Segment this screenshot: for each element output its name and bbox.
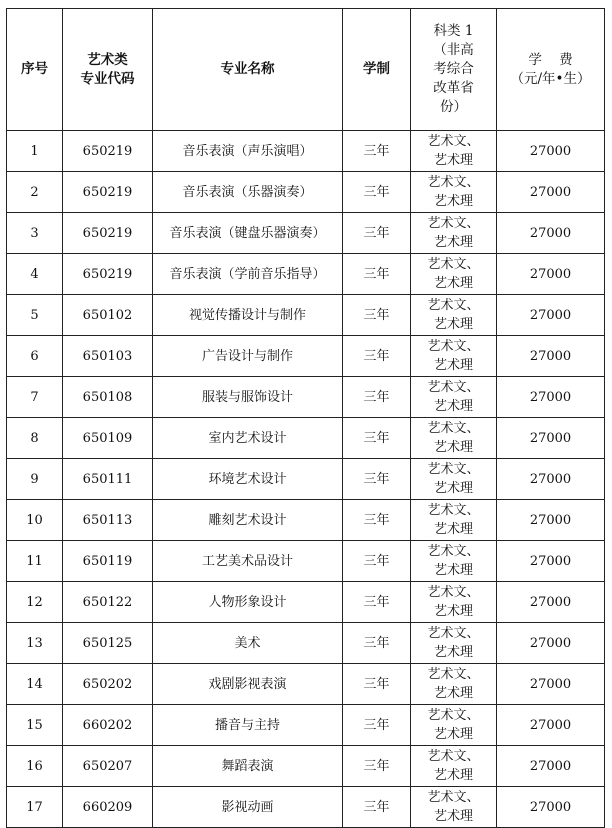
fee-cell: 27000 (497, 418, 605, 459)
fee-cell: 27000 (497, 582, 605, 623)
major-name-cell: 工艺美术品设计 (153, 541, 343, 582)
seq-cell: 8 (7, 418, 63, 459)
duration-cell: 三年 (343, 500, 411, 541)
seq-cell: 13 (7, 623, 63, 664)
major-code-cell: 650202 (63, 664, 153, 705)
fee-cell: 27000 (497, 623, 605, 664)
seq-cell: 10 (7, 500, 63, 541)
subject-line: 艺术文、 (427, 708, 480, 723)
header-fee (497, 9, 605, 131)
duration-cell: 三年 (343, 172, 411, 213)
major-name-cell: 人物形象设计 (153, 582, 343, 623)
subject-cell (411, 664, 497, 705)
header-subject-line: 考综合 (433, 61, 474, 77)
subject-line: 艺术理 (433, 481, 473, 496)
table-row (7, 459, 605, 500)
subject-line: 艺术理 (433, 686, 473, 701)
subject-line: 艺术文、 (427, 175, 480, 190)
fee-cell: 27000 (497, 213, 605, 254)
fee-cell: 27000 (497, 172, 605, 213)
header-subject-line: 份） (440, 99, 467, 115)
seq-cell: 7 (7, 377, 63, 418)
subject-cell (411, 295, 497, 336)
subject-line: 艺术理 (433, 399, 473, 414)
duration-cell: 三年 (343, 295, 411, 336)
seq-cell: 3 (7, 213, 63, 254)
table-row (7, 582, 605, 623)
subject-cell (411, 623, 497, 664)
fee-cell: 27000 (497, 664, 605, 705)
major-name-cell: 环境艺术设计 (153, 459, 343, 500)
fee-cell: 27000 (497, 377, 605, 418)
subject-line: 艺术文、 (427, 585, 480, 600)
subject-line: 艺术理 (433, 235, 473, 250)
major-code-cell: 650219 (63, 131, 153, 172)
fee-cell: 27000 (497, 500, 605, 541)
subject-cell (411, 418, 497, 459)
major-name-cell: 服装与服饰设计 (153, 377, 343, 418)
fee-cell: 27000 (497, 746, 605, 787)
subject-line: 艺术文、 (427, 380, 480, 395)
fee-cell: 27000 (497, 131, 605, 172)
subject-cell (411, 787, 497, 828)
major-code-cell: 650122 (63, 582, 153, 623)
major-name-cell: 影视动画 (153, 787, 343, 828)
major-code-cell: 660202 (63, 705, 153, 746)
seq-cell: 9 (7, 459, 63, 500)
fee-cell: 27000 (497, 336, 605, 377)
duration-cell: 三年 (343, 336, 411, 377)
seq-cell: 2 (7, 172, 63, 213)
header-subject-line: 科类 1 (433, 23, 474, 39)
duration-cell: 三年 (343, 582, 411, 623)
table-row (7, 131, 605, 172)
subject-line: 艺术理 (433, 276, 473, 291)
seq-cell: 6 (7, 336, 63, 377)
majors-table-container (6, 8, 605, 828)
major-name-cell: 音乐表演（乐器演奏） (153, 172, 343, 213)
major-code-cell: 650102 (63, 295, 153, 336)
duration-cell: 三年 (343, 705, 411, 746)
header-code-line2: 专业代码 (80, 70, 135, 87)
header-fee-line2: （元/年•生） (510, 70, 591, 87)
major-name-cell: 舞蹈表演 (153, 746, 343, 787)
header-code-line1: 艺术类 (87, 51, 128, 68)
major-code-cell: 650219 (63, 172, 153, 213)
duration-cell: 三年 (343, 746, 411, 787)
header-name: 专业名称 (153, 9, 343, 131)
major-name-cell: 雕刻艺术设计 (153, 500, 343, 541)
major-code-cell: 650207 (63, 746, 153, 787)
subject-line: 艺术文、 (427, 257, 480, 272)
duration-cell: 三年 (343, 213, 411, 254)
subject-cell (411, 500, 497, 541)
subject-cell (411, 541, 497, 582)
major-name-cell: 广告设计与制作 (153, 336, 343, 377)
table-row (7, 746, 605, 787)
duration-cell: 三年 (343, 131, 411, 172)
major-code-cell: 650219 (63, 254, 153, 295)
subject-cell (411, 705, 497, 746)
header-code (63, 9, 153, 131)
table-row (7, 623, 605, 664)
seq-cell: 15 (7, 705, 63, 746)
header-subject-line: （非高 (433, 42, 474, 58)
header-subject-line: 改革省 (433, 80, 474, 96)
subject-line: 艺术理 (433, 768, 473, 783)
duration-cell: 三年 (343, 459, 411, 500)
table-header (7, 9, 605, 131)
duration-cell: 三年 (343, 623, 411, 664)
fee-cell: 27000 (497, 295, 605, 336)
subject-line: 艺术理 (433, 358, 473, 373)
subject-line: 艺术理 (433, 522, 473, 537)
major-code-cell: 650103 (63, 336, 153, 377)
table-row (7, 377, 605, 418)
header-fee-line1: 学 费 (528, 51, 573, 68)
seq-cell: 12 (7, 582, 63, 623)
subject-line: 艺术文、 (427, 667, 480, 682)
seq-cell: 1 (7, 131, 63, 172)
table-row (7, 254, 605, 295)
table-row (7, 787, 605, 828)
fee-cell: 27000 (497, 705, 605, 746)
seq-cell: 5 (7, 295, 63, 336)
subject-line: 艺术文、 (427, 790, 480, 805)
table-row (7, 705, 605, 746)
major-code-cell: 650219 (63, 213, 153, 254)
table-row (7, 541, 605, 582)
subject-line: 艺术文、 (427, 626, 480, 641)
duration-cell: 三年 (343, 787, 411, 828)
subject-cell (411, 336, 497, 377)
duration-cell: 三年 (343, 541, 411, 582)
header-duration: 学制 (343, 9, 411, 131)
major-name-cell: 音乐表演（学前音乐指导） (153, 254, 343, 295)
fee-cell: 27000 (497, 254, 605, 295)
seq-cell: 17 (7, 787, 63, 828)
subject-line: 艺术理 (433, 153, 473, 168)
fee-cell: 27000 (497, 459, 605, 500)
duration-cell: 三年 (343, 377, 411, 418)
major-code-cell: 650111 (63, 459, 153, 500)
major-code-cell: 650125 (63, 623, 153, 664)
duration-cell: 三年 (343, 254, 411, 295)
major-name-cell: 戏剧影视表演 (153, 664, 343, 705)
subject-line: 艺术文、 (427, 462, 480, 477)
major-name-cell: 播音与主持 (153, 705, 343, 746)
seq-cell: 14 (7, 664, 63, 705)
subject-line: 艺术文、 (427, 544, 480, 559)
seq-cell: 11 (7, 541, 63, 582)
table-body (7, 131, 605, 828)
header-subject (411, 9, 497, 131)
subject-cell (411, 377, 497, 418)
seq-cell: 16 (7, 746, 63, 787)
subject-line: 艺术理 (433, 645, 473, 660)
major-name-cell: 室内艺术设计 (153, 418, 343, 459)
subject-line: 艺术理 (433, 194, 473, 209)
table-row (7, 500, 605, 541)
table-row (7, 213, 605, 254)
subject-cell (411, 213, 497, 254)
table-row (7, 295, 605, 336)
table-row (7, 172, 605, 213)
table-row (7, 664, 605, 705)
subject-line: 艺术理 (433, 563, 473, 578)
fee-cell: 27000 (497, 541, 605, 582)
subject-cell (411, 459, 497, 500)
header-seq: 序号 (7, 9, 63, 131)
subject-line: 艺术文、 (427, 421, 480, 436)
subject-line: 艺术理 (433, 440, 473, 455)
subject-cell (411, 131, 497, 172)
major-code-cell: 650108 (63, 377, 153, 418)
duration-cell: 三年 (343, 664, 411, 705)
major-code-cell: 650113 (63, 500, 153, 541)
seq-cell: 4 (7, 254, 63, 295)
header-row (7, 9, 605, 131)
subject-line: 艺术理 (433, 809, 473, 824)
major-code-cell: 650119 (63, 541, 153, 582)
subject-line: 艺术理 (433, 727, 473, 742)
majors-table (6, 8, 605, 828)
major-code-cell: 660209 (63, 787, 153, 828)
subject-line: 艺术文、 (427, 749, 480, 764)
duration-cell: 三年 (343, 418, 411, 459)
subject-line: 艺术文、 (427, 339, 480, 354)
subject-cell (411, 746, 497, 787)
subject-line: 艺术理 (433, 604, 473, 619)
subject-line: 艺术文、 (427, 503, 480, 518)
subject-cell (411, 254, 497, 295)
subject-line: 艺术文、 (427, 298, 480, 313)
table-row (7, 336, 605, 377)
subject-line: 艺术理 (433, 317, 473, 332)
major-name-cell: 音乐表演（键盘乐器演奏） (153, 213, 343, 254)
table-row (7, 418, 605, 459)
subject-cell (411, 172, 497, 213)
subject-line: 艺术文、 (427, 216, 480, 231)
major-name-cell: 视觉传播设计与制作 (153, 295, 343, 336)
major-name-cell: 音乐表演（声乐演唱） (153, 131, 343, 172)
major-code-cell: 650109 (63, 418, 153, 459)
fee-cell: 27000 (497, 787, 605, 828)
major-name-cell: 美术 (153, 623, 343, 664)
subject-line: 艺术文、 (427, 134, 480, 149)
subject-cell (411, 582, 497, 623)
